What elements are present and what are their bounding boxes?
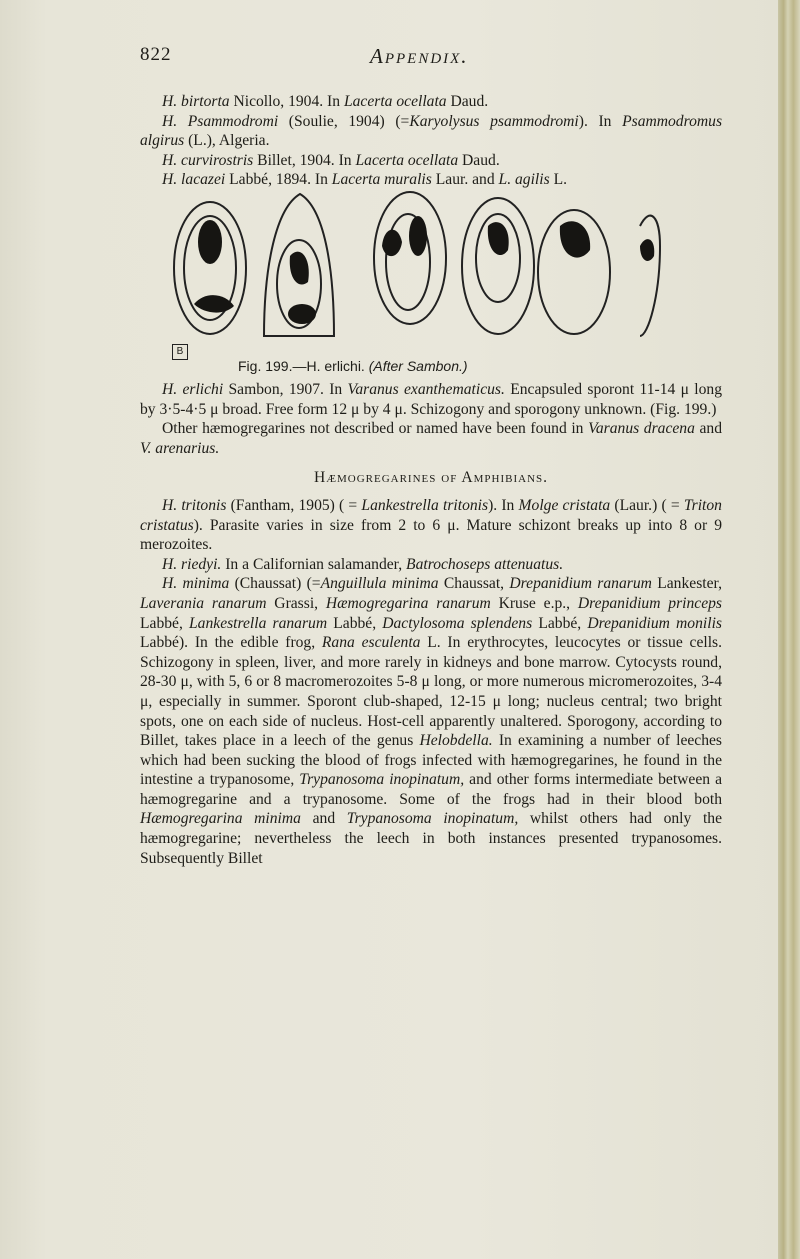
- page-number: 822: [140, 44, 172, 65]
- page-header: [140, 44, 720, 74]
- nucleus-3: [382, 230, 402, 257]
- erythrocyte-4: [462, 198, 534, 334]
- nucleus-5: [560, 221, 590, 257]
- sporont-2: [288, 304, 316, 324]
- other-haemogregarines: Other hæmogregarines not described or named have been found in Varanus dracena and V. arenarius.: [140, 420, 722, 457]
- entry-psammodromi: H. Psammodromi (Soulie, 1904) (=Karyolysus psammodromi). In Psammodromus algirus (L.), Algeria.: [140, 112, 723, 150]
- entry-curvirostris: H. curvirostris Billet, 1904. In Lacerta ocellata Daud.: [162, 151, 500, 169]
- figure-label: B: [172, 344, 188, 360]
- entry-erlichi: H. erlichi Sambon, 1907. In Varanus exanthematicus. Encapsuled sporont 11-14 μ long by 3·5-4·5 μ broad. Free form 12 μ by 4 μ. Schizogony and sporogony unknown. (Fig. 199.): [140, 381, 723, 418]
- figure-199: [172, 186, 732, 376]
- parasite-illustration: [172, 186, 732, 356]
- erythrocyte-6: [640, 216, 660, 336]
- entry-lacazei: H. lacazei Labbé, 1894. In Lacerta muralis Laur. and L. agilis L.: [162, 171, 567, 189]
- nucleus-2: [290, 252, 309, 285]
- entries-top: [140, 92, 722, 190]
- entry-riedyi: H. riedyi. In a Californian salamander, Batrochoseps attenuatus.: [162, 555, 564, 573]
- section-heading: Hæmogregarines of Amphibians.: [313, 469, 549, 487]
- entry-birtorta: H. birtorta Nicollo, 1904. In Lacerta ocellata Daud.: [162, 93, 489, 110]
- running-title: Appendix.: [370, 44, 469, 68]
- entry-tritonis: H. tritonis (Fantham, 1905) ( = Lankestrella tritonis). In Molge cristata (Laur.) ( = Triton cristatus). Parasite varies in size from 2 to 6 μ. Mature schizont breaks up into 8 or 9 merozoites.: [140, 496, 722, 554]
- erythrocyte-3: [374, 192, 446, 324]
- body-text: [140, 380, 722, 868]
- nucleus-3b: [409, 216, 427, 256]
- nucleus-1: [198, 220, 222, 264]
- sporont-1: [194, 295, 234, 312]
- page-edge: [778, 0, 800, 1259]
- figure-caption: Fig. 199.—H. erlichi. (After Sambon.): [238, 358, 468, 374]
- nucleus-6: [640, 239, 654, 261]
- entry-minima: H. minima (Chaussat) (=Anguillula minima Chaussat, Drepanidium ranarum Lankester, Laverania ranarum Grassi, Hæmogregarina ranarum Kruse e.p., Drepanidium princeps Labbé, Lankestrella ranarum Labbé, Dactylosoma splendens Labbé, Drepanidium monilis Labbé). In the edible frog, Rana esculenta L. In erythrocytes, leucocytes or tissue cells. Schizogony in spleen, liver, and more rarely in kidneys and bone marrow. Cytocysts round, 28-30 μ, with 5, 6 or 8 macromerozoites 5-8 μ long, or more numerous micromerozoites, 3-4 μ, especially in summer. Sporont club-shaped, 12-15 μ long; nucleus central; two bright spots, one on each side of nucleus. Host-cell apparently unaltered. Sporogony, according to Billet, takes place in a leech of the genus Helobdella. In examining a number of leeches which had been sucking the blood of frogs infected with hæmogregarines, he found in the intestine a trypanosome, Trypanosoma inopinatum, and other forms intermediate between a hæmogregarine and a trypanosome. Some of the frogs had in their blood both Hæmogregarina minima and Trypanosoma inopinatum, whilst others had only the hæmogregarine; nevertheless the leech in both instances presented trypanosomes. Subsequently Billet: [140, 575, 723, 867]
- nucleus-4: [488, 222, 509, 255]
